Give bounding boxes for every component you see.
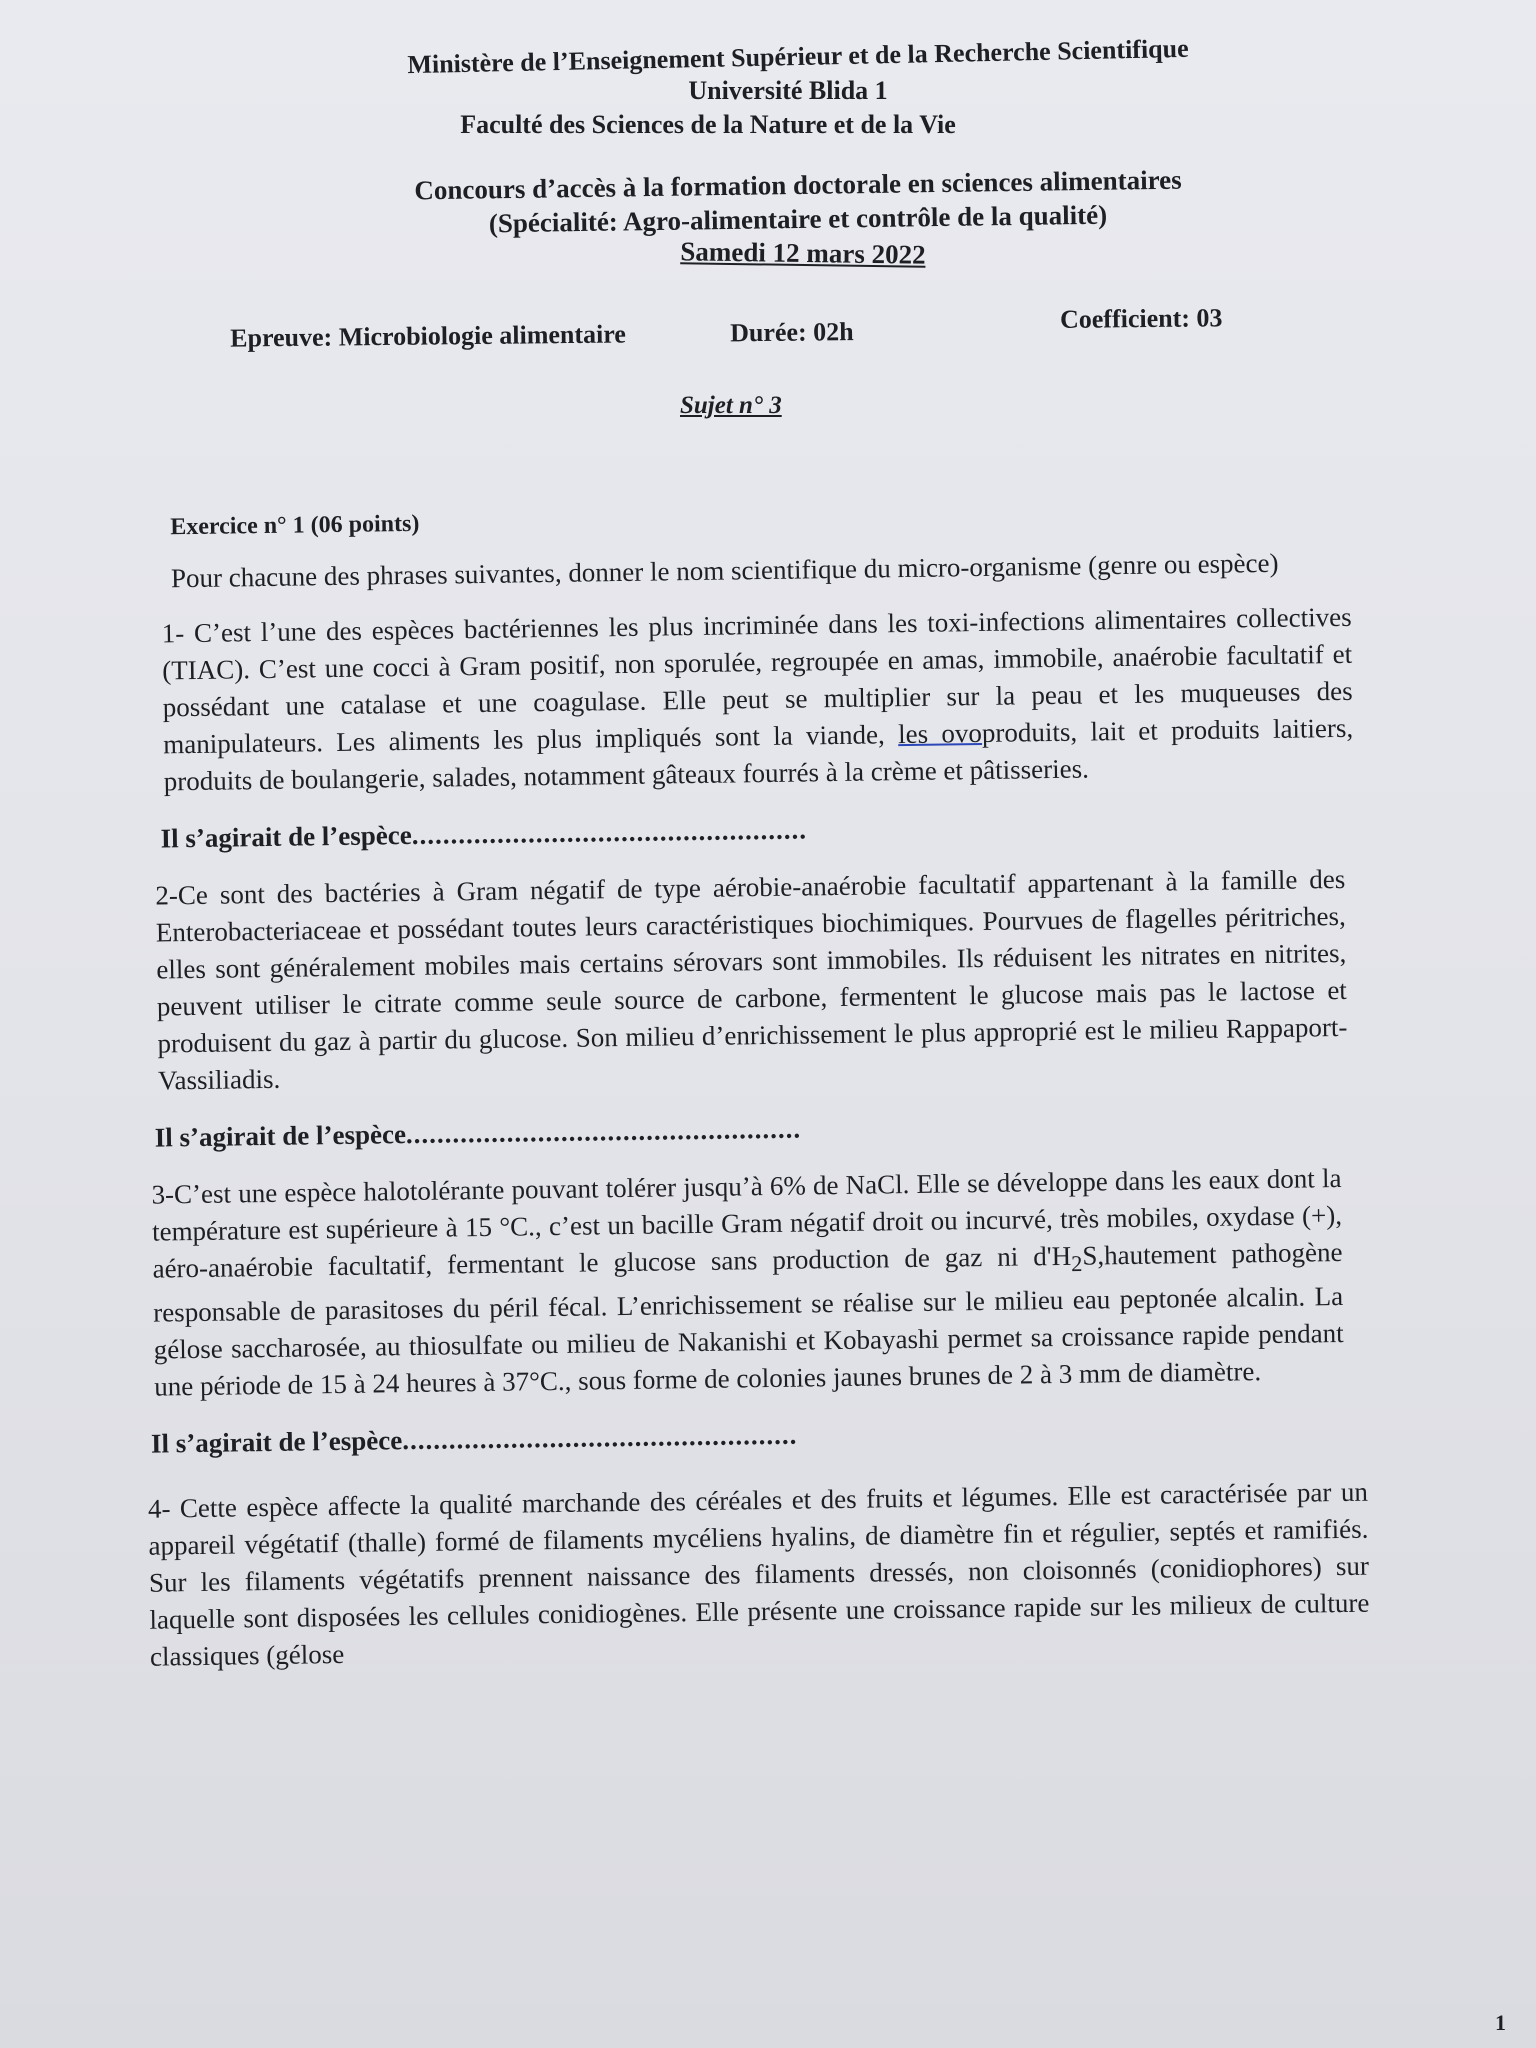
exercise-title: Exercice n° 1 (06 points) [170, 510, 420, 541]
faculty-line: Faculté des Sciences de la Nature et de la Vie [460, 110, 956, 139]
question-3: 3-C’est une espèce halotolérante pouvant tolérer jusqu’à 6% de NaCl. Elle se développe dans les eaux dont la température est supérieure à 15 °C., c’est un bacille Gram négatif droit ou incurvé, très mobiles, oxydase (+), aéro-anaérobie facultatif, fermentant le glucose sans production de gaz ni $d'H_2S,hautement$ pathogène responsable de parasitoses du péril fécal. L’enrichissement se réalise sur le milieu eau peptonée alcalin. La gélose saccharosée, au thiosulfate ou milieu de Nakanishi et Kobayashi permet sa croissance rapide pendant une période de 15 à 24 heures à 37°C., sous forme de colonies jaunes brunes de 2 à 3 mm de diamètre. [151, 1163, 1344, 1402]
specialty-line: (Spécialité: Agro-alimentaire et contrôle de la qualité) [488, 199, 1108, 239]
exercise-body [120, 492, 1436, 1696]
question-2: 2-Ce sont des bactéries à Gram négatif de type aérobie-anaérobie facultatif appartenant à la famille des Enterobacteriaceae et possédant toutes leurs caractéristiques biochimiques. Pourvues de flagelles péritriches, elles sont généralement mobiles mais certains sérovars sont immobiles. Ils réduisent les nitrates en nitrites, peuvent utiliser le citrate comme seule source de carbone, fermentent le glucose mais pas le lactose et produisent du gaz à partir du glucose. Son milieu d’enrichissement le plus approprié est le milieu Rappaport-Vassiliadis. [155, 863, 1348, 1096]
answer-line-3: Il s’agirait de l’espèce................................................... [150, 1420, 798, 1460]
page-number: 1 [1495, 2010, 1506, 2035]
header [0, 33, 1536, 270]
epreuve: Epreuve: Microbiologie alimentaire [230, 319, 627, 353]
exercise-intro: Pour chacune des phrases suivantes, donner le nom scientifique du micro-organisme (genre ou espèce) [170, 547, 1279, 594]
ministry-line: Ministère de l’Enseignement Supérieur et de la Recherche Scientifique [407, 33, 1189, 80]
coefficient: Coefficient: 03 [1059, 303, 1223, 334]
contest-line: Concours d’accès à la formation doctorale en sciences alimentaires [414, 164, 1182, 206]
subject-number: Sujet n° 3 [680, 392, 782, 419]
duree: Durée: 02h [730, 317, 854, 348]
answer-line-1: Il s’agirait de l’espèce................................................... [160, 814, 808, 854]
answer-line-2: Il s’agirait de l’espèce................................................... [154, 1113, 802, 1153]
question-1: 1- C’est l’une des espèces bactériennes les plus incriminée dans les toxi-infections alimentaires collectives (TIAC). C’est une cocci à Gram positif, non sporulée, regroupée en amas, immobile, anaérobie facultatif et possédant une catalase et une coagulase. Elle peut se multiplier sur la peau et les muqueuses des manipulateurs. Les aliments les plus impliqués sont la viande, les ovoproduits, lait et produits laitiers, produits de boulangerie, salades, notamment gâteaux fourrés à la crème et pâtisseries. [161, 601, 1354, 797]
exam-meta [230, 303, 1300, 353]
exam-date: Samedi 12 mars 2022 [680, 236, 926, 270]
handwritten-underline: les ovo [897, 717, 983, 750]
university-line: Université Blida 1 [688, 76, 888, 105]
question-4: 4- Cette espèce affecte la qualité marchande des céréales et des fruits et légumes. Elle est caractérisée par un appareil végétatif (thalle) formé de filaments mycéliens hyalins, de diamètre fin et régulier, septés et ramifiés. Sur les filaments végétatifs prennent naissance des filaments dressés, non cloisonnés (conidiophores) sur laquelle sont disposées les cellules conidiogènes. Elle présente une croissance rapide sur les milieux de culture classiques (gélose [147, 1477, 1370, 1673]
